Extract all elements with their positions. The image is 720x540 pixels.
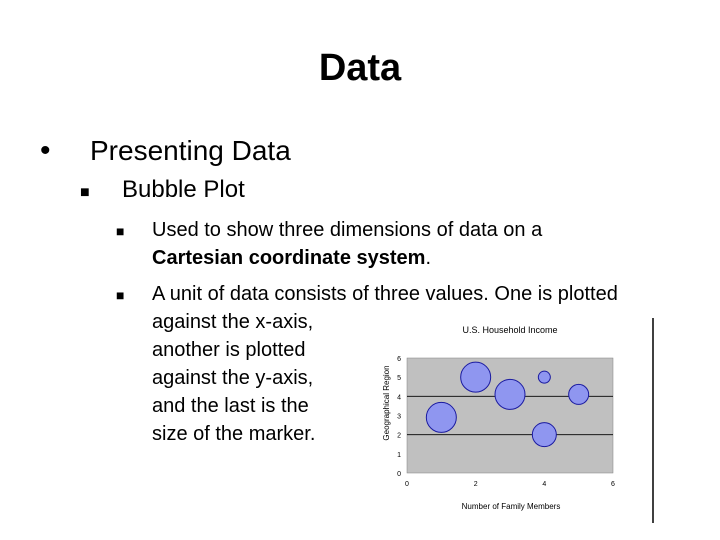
bullet-level1 [40, 134, 291, 168]
point2-line1: A unit of data consists of three values. One is plotted [152, 283, 618, 305]
x-tick-label: 6 [611, 481, 615, 488]
y-tick-label: 0 [397, 471, 401, 478]
x-tick-label: 4 [542, 481, 547, 488]
y-tick-label: 4 [397, 394, 401, 402]
slide-title: Data [318, 47, 402, 89]
bubble-chart [370, 318, 660, 523]
y-tick-label: 2 [397, 432, 401, 440]
point1-bold-term: Cartesian coordinate system [152, 247, 426, 269]
point2-line6: size of the marker. [152, 423, 316, 445]
bullet-level1-text: Presenting Data [90, 135, 291, 166]
point2-line4: against the y-axis, [152, 367, 314, 389]
point2-line3: another is plotted [152, 339, 306, 361]
chart-ylabel: Geographical Region [382, 365, 391, 441]
chart-xlabel: Number of Family Members [461, 502, 561, 511]
bullet-square-icon: ■ [80, 184, 90, 201]
point1-line1: Used to show three dimensions of data on a [152, 219, 543, 241]
chart-title: U.S. Household Income [462, 325, 558, 335]
point2-line2: against the x-axis, [152, 311, 314, 333]
y-tick-label: 3 [397, 413, 401, 421]
bullet-point-1 [116, 216, 542, 272]
point1-period: . [425, 247, 431, 269]
x-tick-label: 2 [473, 481, 478, 488]
bubble [538, 371, 550, 383]
bullet-level2-text: Bubble Plot [122, 176, 245, 203]
bullet-square-icon: ■ [116, 223, 125, 239]
bullet-square-icon: ■ [116, 287, 125, 303]
bullet-point-1-text [152, 216, 542, 272]
x-tick-label: 0 [405, 481, 409, 488]
bubble [569, 384, 589, 404]
point2-line5: and the last is the [152, 395, 309, 417]
bubble [426, 402, 456, 432]
y-tick-label: 5 [397, 375, 401, 383]
y-tick-label: 6 [397, 356, 401, 363]
bubble [461, 362, 491, 392]
bullet-level2 [80, 176, 245, 204]
bubble [495, 379, 525, 409]
bullet-dot-icon: • [40, 134, 51, 167]
bubble [532, 423, 556, 447]
y-tick-label: 1 [397, 451, 401, 459]
